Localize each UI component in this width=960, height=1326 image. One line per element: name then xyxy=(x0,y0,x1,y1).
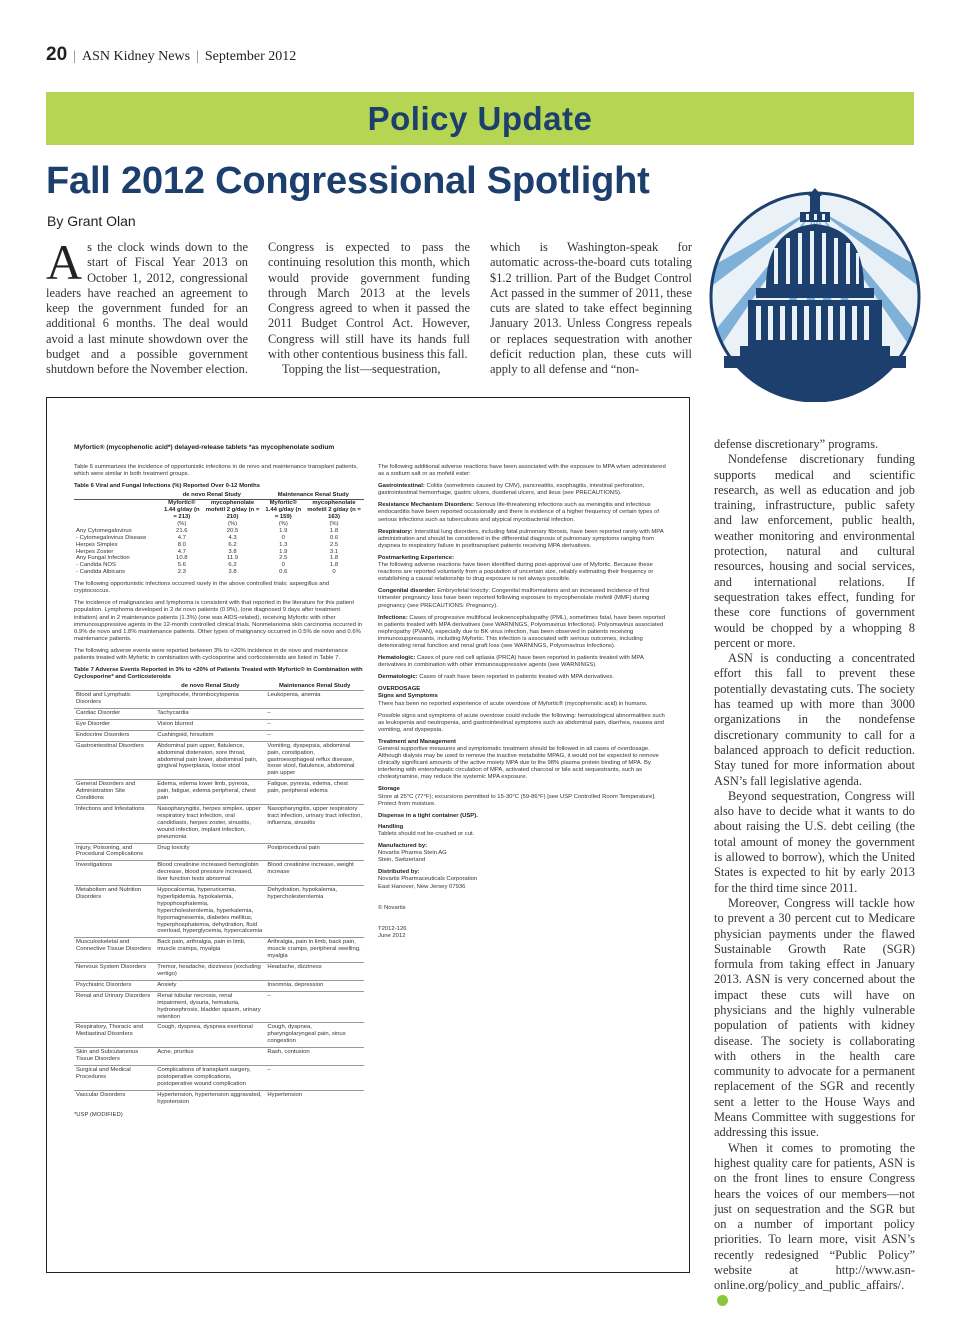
manufacturer-line: Stein, Switzerland xyxy=(378,857,426,864)
paragraph: Topping the list—sequestration, xyxy=(282,362,441,377)
distributor-line: East Hanover, New Jersey 07936 xyxy=(378,883,466,890)
paragraph: s the clock winds down to the start of Fiscal Year 2013 on October 1, 2012, congressional leaders have reached an agreement to keep the government funded for an additional 6 months. The deal would avoid a last minute showdown over the budget and a possible government shutdown before the November election. xyxy=(46,240,248,377)
paragraph-text: Serious life-threatening infections such as meningitis and infectious endocarditis have been reported occasionally and there is evidence of a higher frequency of certain types of serious infections such as tuberculosis and atypical mycobacterial infection. xyxy=(378,502,659,523)
table-cell: 3.8 xyxy=(228,548,237,555)
separator: | xyxy=(196,49,199,64)
table-cell: Acne, pruritus xyxy=(155,1048,265,1066)
table-cell: Rash, contusion xyxy=(265,1048,364,1066)
table-cell: 2.5 xyxy=(279,555,288,562)
table-cell: Cushingoid, hirsutism xyxy=(155,730,265,741)
table-cell: Blood creatinine increased hemoglobin decrease, blood pressure increased, liver function tests abnormal xyxy=(155,861,265,886)
table-6 xyxy=(74,492,364,576)
running-head xyxy=(46,44,296,66)
table-row xyxy=(74,521,364,528)
table-cell: Renal tubular necrosis, renal impairment, dysuria, hematuria, hydronephrosis, bladder spasm, urinary retention xyxy=(155,991,265,1023)
table-cell: Insomnia, depression xyxy=(265,980,364,991)
table-cell: Hypocalcemia, hyperuricemia, hyperlipidemia, hypokalemia, hypophosphatemia, hypercholesterolemia, hyperkalemia, hypomagnesemia, diabetes mellitus, hyperphosphatemia, dehydration, fluid overload, hyperglycemia, hypercalcemia xyxy=(155,886,265,938)
paragraph: Moreover, Congress will tackle how to prevent a 30 percent cut to Medicare physician payments under the flawed Sustainable Growth Rate (SGR) formula from taking effect in January 2013. ASN is very concerned about the impact these cuts will have on physicians and the highly vulnerable population of patients with kidney disease. The society is collaborating with others in the health care community to advocate for a permanent replacement of the SGR and recently sent a letter to the House Ways and Means Committee with suggestions for addressing this issue. xyxy=(714,895,915,1140)
table-cell: Edema, edema lower limb, pyrexia, pain, fatigue, edema peripheral, chest pain xyxy=(155,780,265,805)
run-in-label: Resistance Mechanism Disorders: xyxy=(378,502,474,509)
pct-label: (%) xyxy=(278,520,288,527)
table-cell xyxy=(74,521,161,528)
ad-subhead: Treatment and Management xyxy=(378,738,456,745)
table-row xyxy=(74,691,364,709)
ad-paragraph: The incidence of malignancies and lymphoma is consistent with that reported in the literature for this patient population. Lymphoma developed in 2 de novo patients (0.9%), (one diagnosed 9 days after treatment initiation) and in 2 maintenance patients (1.3%) (one was AIDS-related), receiving Myfortic with other immunosuppressive agents in the 12-month controlled clinical trials. Nonmelanoma skin carcinoma occurred in 0.9% de novo and 1.8% maintenance patients. Other types of malignancy occurred in 0.5% de novo and 0.6% maintenance patients. xyxy=(74,600,363,642)
ad-paragraph xyxy=(378,588,668,609)
run-in-label: Congenital disorder: xyxy=(378,588,436,595)
table-cell: - Candida NOS xyxy=(76,562,116,569)
table-cell: 6.2 xyxy=(228,562,237,569)
ad-title: Myfortic® (mycophenolic acid*) delayed-release tablets *as mycophenolate sodium xyxy=(74,444,335,451)
manufacturer-line: Novartis Pharma Stein AG xyxy=(378,850,447,857)
table-cell: Endocrine Disorders xyxy=(74,730,155,741)
ad-subhead: Storage xyxy=(378,786,400,793)
table-cell: Vascular Disorders xyxy=(74,1090,155,1107)
table-cell: Musculoskeletal and Connective Tissue Disorders xyxy=(74,938,155,963)
ad-date: June 2012 xyxy=(378,932,406,939)
table-cell: 20.5 xyxy=(226,527,239,534)
paragraph: Nondefense discretionary funding supports medical and scientific research, as well as education and job training, infrastructure, public safety and law enforcement, public health, weather monitoring and environmental protection, natural and cultural resources, housing and social services, and international relations. If sequestration takes effect, funding for these core functions of government would be chopped by a whopping 8 percent or more. xyxy=(714,452,915,650)
table-cell: 0 xyxy=(281,562,285,569)
ad-code: T2012-126 xyxy=(378,925,407,932)
ad-subhead: Manufactured by: xyxy=(378,843,428,850)
paragraph-text: Cases of progressive multifocal leukoencephalopathy (PML), sometimes fatal, have been reported in patients treated with MPA derivatives (see WARNINGS, Polyomavirus Infections). Polyomavirus associated nephropathy (PVAN), especially due to BK virus infection, has been observed in patients receiving immunosuppressants, including Myfortic. This infection is associated with serious outcomes, including deteriorating renal function and renal graft loss (see WARNINGS, Polyomavirus Infections). xyxy=(378,614,666,649)
table-cell: Psychiatric Disorders xyxy=(74,980,155,991)
paragraph: defense discretionary” programs. xyxy=(714,437,879,451)
paragraph-text: Embryofetal toxicity: Congenital malformations and an increased incidence of first trimester pregnancy loss have been reported following exposure to mycophenolate mofetil (MMF) during pregnancy (see PRECAUTIONS: Pregnancy). xyxy=(378,588,650,609)
table-row xyxy=(74,843,364,861)
table-row xyxy=(74,500,364,521)
table-cell: – xyxy=(265,730,364,741)
table-cell: Tremor, headache, dizziness (excluding vertigo) xyxy=(155,963,265,981)
table-row xyxy=(74,549,364,556)
table-cell: 5.6 xyxy=(177,562,186,569)
run-in-label: Dermatologic: xyxy=(378,674,418,681)
table-cell: Tachycardia xyxy=(155,709,265,720)
table-row xyxy=(74,741,364,780)
table-cell: Injury, Poisoning, and Procedural Complications xyxy=(74,843,155,861)
drop-cap: A xyxy=(46,234,83,290)
table-cell: - Cytomegalovirus Disease xyxy=(76,534,147,541)
table-row xyxy=(74,886,364,938)
table-6-col-header: Myfortic® 1.44 g/day (n = 213) xyxy=(163,500,200,520)
table-cell: 1.9 xyxy=(279,527,288,534)
table-cell: 1.9 xyxy=(279,548,288,555)
table-cell: Any Cytomegalovirus xyxy=(76,527,132,534)
table-cell: – xyxy=(265,719,364,730)
table-cell: 4.7 xyxy=(177,534,186,541)
headline: Fall 2012 Congressional Spotlight xyxy=(46,160,650,202)
article-column-2 xyxy=(268,240,470,378)
table-cell: Blood creatinine increase, weight increase xyxy=(265,861,364,886)
run-in-label: Respiratory: xyxy=(378,528,413,535)
table-cell: 3.1 xyxy=(329,548,339,555)
table-cell: Gastrointestinal Disorders xyxy=(74,741,155,780)
table-cell: Any Fungal Infection xyxy=(76,555,130,562)
table-row xyxy=(74,683,364,690)
ad-paragraph xyxy=(378,615,668,650)
ad-paragraph: The following adverse reactions have been identified during post-approval use of Myfortic. Because these reactions are reported voluntarily from a population of uncertain size, reliably estimating their frequency or establishing a causal relationship to drug exposure is not always possible. xyxy=(378,562,654,583)
ad-paragraph xyxy=(378,502,668,523)
copyright: © Novartis xyxy=(378,904,406,911)
ad-paragraph: The following adverse events were reported between 3% to <20% incidence in de novo and maintenance patients treated with Myfortic in combination with cyclosporine and corticosteroids are listed in Table 7. xyxy=(74,647,348,661)
table-row xyxy=(74,562,364,569)
table-row xyxy=(74,1065,364,1090)
end-mark-icon xyxy=(717,1295,728,1306)
table-row xyxy=(74,938,364,963)
table-cell: Nasopharyngitis, herpes simplex, upper respiratory tract infection, oral candidiasis, herpes zoster, sinusitis, wound infection, implant infection, pneumonia xyxy=(155,804,265,843)
table-cell: – xyxy=(265,1065,364,1090)
page-number: 20 xyxy=(46,44,68,65)
ad-subhead: Signs and Symptoms xyxy=(378,693,438,700)
ad-subhead: Distributed by: xyxy=(378,869,420,876)
table-row xyxy=(74,542,364,549)
table-cell xyxy=(74,500,161,521)
table-cell: Cough, dyspnea, dyspnea exertional xyxy=(155,1023,265,1048)
table-7-caption: Table 7 Adverse Events Reported in 3% to <20% of Patients Treated with Myfortic® in Combination with Cyclosporine* and Corticosteroids xyxy=(74,667,363,681)
table-row xyxy=(74,1048,364,1066)
byline: By Grant Olan xyxy=(47,213,136,229)
table-cell: 0.6 xyxy=(329,534,339,541)
table-6-group-maintenance: Maintenance Renal Study xyxy=(262,492,364,499)
ad-right-column xyxy=(378,464,668,940)
table-cell: Arthralgia, pain in limb, back pain, muscle cramps, peripheral swelling, myalgia xyxy=(265,938,364,963)
table-cell: Herpes Simplex xyxy=(76,541,118,548)
table-row xyxy=(74,980,364,991)
table-cell: Complications of transplant surgery, postoperative complications, postoperative wound complication xyxy=(155,1065,265,1090)
table-row xyxy=(74,991,364,1023)
table-cell: Abdominal pain upper, flatulence, abdominal distension, sore throat, abdominal pain lower, abdominal pain, gingival hyperplasia, loose stool xyxy=(155,741,265,780)
prescribing-info-ad xyxy=(46,397,690,1273)
table-cell: 4.7 xyxy=(177,548,186,555)
ad-subhead: Handling xyxy=(378,823,404,830)
ad-paragraph: Store at 25°C (77°F); excursions permitted to 15-30°C (59-86°F) [see USP Controlled Room Temperature]. Protect from moisture. xyxy=(378,793,656,807)
paragraph: which is Washington-speak for automatic across-the-board cuts totaling $1.2 trillion. Part of the Budget Control Act passed in the summer of 2011, these cuts are slated to take effect beginning January 2013. Unless Congress repeals or replaces sequestration with another deficit reduction plan, these cuts will apply to all defense and “non- xyxy=(490,240,692,377)
table-cell: Infections and Infestations xyxy=(74,804,155,843)
ad-paragraph xyxy=(378,674,668,681)
table-cell: Eye Disorder xyxy=(74,719,155,730)
table-cell: 4.3 xyxy=(228,534,237,541)
section-title: Policy Update xyxy=(367,100,593,137)
ad-paragraph: General supportive measures and symptomatic treatment should be followed in all cases of overdosage. Although dialysis may be used to remove the inactive metabolite MPAG, it would not be expected to remove clinically significant amounts of the active moiety MPA due to the 98% plasma protein binding of MPA. By interfering with enterohepatic circulation of MPA, activated charcoal or bile acid sequestrants, such as cholestyramine, may reduce the systemic MPA exposure. xyxy=(378,746,659,781)
paragraph-text: Colitis (sometimes caused by CMV), pancreatitis, esophagitis, intestinal perforation, gastrointestinal hemorrhage, gastric ulcers, duodenal ulcers, and ileus (see PRECAUTIONS). xyxy=(378,483,645,497)
ad-subhead: OVERDOSAGE xyxy=(378,686,421,693)
table-6-col-header: mycophenolate mofetil 2 g/day (n = 163) xyxy=(307,500,361,520)
table-cell: Vomiting, dyspepsia, abdominal pain, constipation, gastroesophageal reflux disease, loose stool, flatulence, abdominal pain upper xyxy=(265,741,364,780)
table-cell xyxy=(74,492,161,499)
ad-subhead: Postmarketing Experience: xyxy=(378,554,454,561)
table-cell: 6.2 xyxy=(228,541,237,548)
table-row xyxy=(74,730,364,741)
table-row xyxy=(74,1090,364,1107)
table-row xyxy=(74,709,364,720)
table-row xyxy=(74,1023,364,1048)
article-column-4 xyxy=(714,437,915,1309)
table-cell: Dehydration, hypokalemia, hypercholesterolemia xyxy=(265,886,364,938)
paragraph-text: When it comes to promoting the highest quality care for patients, ASN is on the front lines to ensure Congress hears the voices of our members—not just on sequestration and the SGR but on a number of important policy priorities. To learn more, visit ASN’s recently redesigned “Public Policy” website at http://www.asn-online.org/policy_and_public_affairs/. xyxy=(714,1140,915,1293)
table-row xyxy=(74,569,364,576)
table-row xyxy=(74,719,364,730)
table-cell xyxy=(74,683,155,690)
ad-intro: Table 6 summarizes the incidence of opportunistic infections in de novo and maintenance transplant patients, which were similar in both treatment groups. xyxy=(74,464,358,478)
ad-paragraph: Tablets should not be crushed or cut. xyxy=(378,830,475,837)
table-cell: 0 xyxy=(332,569,336,576)
table-cell: Respiratory, Thoracic and Mediastinal Disorders xyxy=(74,1023,155,1048)
table-cell: 8.0 xyxy=(177,541,186,548)
table-cell: 2.3 xyxy=(177,569,186,576)
ad-paragraph xyxy=(378,483,668,497)
table-6-col-header: mycophenolate mofetil 2 g/day (n = 210) xyxy=(205,500,260,520)
table-cell: Headache, dizziness xyxy=(265,963,364,981)
table-cell: Lymphocele, thrombocytopenia xyxy=(155,691,265,709)
table-cell: Anxiety xyxy=(155,980,265,991)
table-row xyxy=(74,963,364,981)
publication-name: ASN Kidney News xyxy=(81,49,191,64)
table-row xyxy=(74,804,364,843)
paragraph-text: Cases of pure red cell aplasia (PRCA) have been reported in patients treated with MPA derivatives in combination with other immunosuppressive agents (see WARNINGS). xyxy=(378,655,644,669)
run-in-label: Infections: xyxy=(378,614,408,621)
table-row xyxy=(74,528,364,535)
ad-left-column xyxy=(74,464,364,1124)
table-7-head: de novo Renal Study xyxy=(181,683,240,690)
table-cell: 21.6 xyxy=(176,527,188,534)
article-column-3 xyxy=(490,240,692,378)
paragraph: Congress is expected to pass the continuing resolution this month, which would provide government funding through March 2013 at the levels Congress agreed to when it passed the 2011 Budget Control Act. However, Congress will still have its hands full with other contentious business this fall. xyxy=(268,240,470,362)
capitol-dome-illustration xyxy=(704,188,926,402)
table-footnote: *USP (MODIFIED) xyxy=(74,1111,123,1118)
table-cell: Nasopharyngitis, upper respiratory tract infection, urinary tract infection, influenza, sinusitis xyxy=(265,804,364,843)
table-cell: Fatigue, pyrexia, edema, chest pain, peripheral edema xyxy=(265,780,364,805)
table-cell: Cardiac Disorder xyxy=(74,709,155,720)
article-column-1 xyxy=(46,234,248,378)
ad-paragraph xyxy=(378,655,668,669)
table-6-caption: Table 6 Viral and Fungal Infections (%) Reported Over 0-12 Months xyxy=(74,483,261,490)
table-cell: 3.8 xyxy=(228,569,237,576)
table-6-col-header: Myfortic® 1.44 g/day (n = 159) xyxy=(265,500,302,520)
table-cell: 2.5 xyxy=(329,541,339,548)
table-cell: Renal and Urinary Disorders xyxy=(74,991,155,1023)
ad-paragraph xyxy=(378,529,668,550)
table-cell: Postprocedural pain xyxy=(265,843,364,861)
table-row xyxy=(74,535,364,542)
table-row xyxy=(74,555,364,562)
table-cell: 0 xyxy=(281,534,285,541)
table-cell: – xyxy=(265,991,364,1023)
paragraph: Beyond sequestration, Congress will also have to decide what it wants to do about raising the U.S. debt ceiling (the total amount of money the government is allowed to borrow), which the United States is expected to hit by early 2013 for the third time since 2011. xyxy=(714,788,915,895)
distributor-line: Novartis Pharmaceuticals Corporation xyxy=(378,876,478,883)
table-cell: Metabolism and Nutrition Disorders xyxy=(74,886,155,938)
table-cell: Nervous System Disorders xyxy=(74,963,155,981)
table-cell: Herpes Zoster xyxy=(76,548,114,555)
ad-paragraph: There has been no reported experience of acute overdose of Myfortic® (mycophenolic acid) in humans. xyxy=(378,700,648,707)
table-cell: 1.8 xyxy=(329,555,339,562)
table-cell: 1.8 xyxy=(329,527,339,534)
table-cell: Surgical and Medical Procedures xyxy=(74,1065,155,1090)
table-cell: Blood and Lymphatic Disorders xyxy=(74,691,155,709)
separator: | xyxy=(73,49,76,64)
table-cell: - Candida Albicans xyxy=(76,569,126,576)
ad-subhead: Dispense in a tight container (USP). xyxy=(378,812,478,819)
table-cell: Hypertension, hypertension aggravated, hypotension xyxy=(155,1090,265,1107)
run-in-label: Gastrointestinal: xyxy=(378,483,425,490)
ad-paragraph: The following opportunistic infections occurred rarely in the above controlled trials: aspergillus and cryptococcus. xyxy=(74,581,330,595)
table-row xyxy=(74,780,364,805)
issue-date: September 2012 xyxy=(204,49,297,64)
table-7 xyxy=(74,683,364,1107)
table-row xyxy=(74,861,364,886)
paragraph: ASN is conducting a concentrated effort this fall to prevent these potentially devastating cuts. The society has teamed up with more than 3000 organizations in the nondefense discretionary community to call for a balanced approach to deficit reduction. Stay tuned for more information about ASN’s fall legislative agenda. xyxy=(714,651,915,788)
table-cell: Skin and Subcutaneous Tissue Disorders xyxy=(74,1048,155,1066)
table-7-head: Maintenance Renal Study xyxy=(279,683,351,690)
ad-paragraph: Possible signs and symptoms of acute overdose could include the following: hematological abnormalities such as leukopenia and neutropenia, and gastrointestinal symptoms such as abdominal pain, diarrhea, nausea and vomiting, and dyspepsia. xyxy=(378,712,665,733)
table-row xyxy=(74,492,364,499)
paragraph xyxy=(714,1141,915,1309)
pct-label: (%) xyxy=(329,520,339,527)
ad-paragraph: The following additional adverse reactions have been associated with the exposure to MPA when administered as a sodium salt or as mofetil ester: xyxy=(378,464,666,478)
section-banner xyxy=(46,92,914,145)
table-cell: Cough, dyspnea, pharyngolaryngeal pain, sinus congestion xyxy=(265,1023,364,1048)
table-cell: 10.8 xyxy=(176,555,188,562)
pct-label: (%) xyxy=(227,520,238,527)
table-cell: Back pain, arthralgia, pain in limb, muscle cramps, myalgia xyxy=(155,938,265,963)
paragraph-text: Interstitial lung disorders, including fatal pulmonary fibrosis, have been reported rarely with MPA administration and should be considered in the differential diagnosis of pulmonary symptoms ranging from dyspnea to respiratory failure in posttransplant patients receiving MPA derivatives. xyxy=(378,528,664,549)
table-cell: Drug toxicity xyxy=(155,843,265,861)
table-cell: General Disorders and Administration Site Conditions xyxy=(74,780,155,805)
run-in-label: Hematologic: xyxy=(378,655,416,662)
table-cell: 1.8 xyxy=(329,562,339,569)
table-cell: Investigations xyxy=(74,861,155,886)
table-cell: 0.6 xyxy=(279,569,288,576)
table-cell: 1.3 xyxy=(279,541,288,548)
pct-label: (%) xyxy=(177,520,187,527)
paragraph-text: Cases of rash have been reported in patients treated with MPA derivatives. xyxy=(417,674,614,681)
table-cell: Leukopenia, anemia xyxy=(265,691,364,709)
table-cell: Hypertension xyxy=(265,1090,364,1107)
table-6-group-de-novo: de novo Renal Study xyxy=(161,492,262,499)
table-cell: – xyxy=(265,709,364,720)
table-cell: Vision blurred xyxy=(155,719,265,730)
table-cell: 11.9 xyxy=(227,555,239,562)
